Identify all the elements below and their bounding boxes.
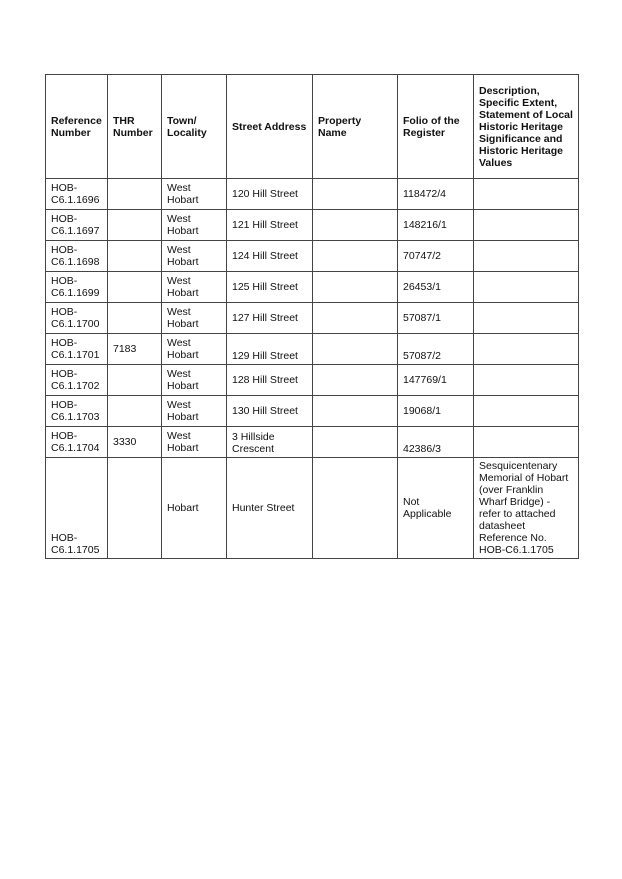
- cell-text: Hobart: [167, 502, 199, 514]
- heritage-register-table: [45, 74, 579, 559]
- cell-text: HOB- C6.1.1701: [51, 337, 100, 361]
- cell-reference: [46, 427, 108, 458]
- cell-text: HOB- C6.1.1699: [51, 275, 100, 299]
- table-row: [46, 365, 579, 396]
- cell-property-name: [313, 210, 398, 241]
- cell-text: HOB- C6.1.1702: [51, 368, 100, 392]
- cell-description: [474, 241, 579, 272]
- cell-town: [162, 241, 227, 272]
- cell-property-name: [313, 334, 398, 365]
- cell-property-name: [313, 365, 398, 396]
- cell-town: [162, 210, 227, 241]
- cell-folio: 147769/1: [398, 365, 474, 396]
- cell-address: 124 Hill Street: [227, 241, 313, 272]
- cell-folio: 19068/1: [398, 396, 474, 427]
- cell-address: 121 Hill Street: [227, 210, 313, 241]
- table-row: [46, 427, 579, 458]
- cell-thr: 7183: [108, 334, 162, 365]
- cell-text: West Hobart: [167, 306, 199, 330]
- cell-property-name: [313, 458, 398, 559]
- table-row: [46, 179, 579, 210]
- cell-description: Sesquicentenary Memorial of Hobart (over Franklin Wharf Bridge) - refer to attached datasheet Reference No. HOB-C6.1.1705: [474, 458, 579, 559]
- cell-town: [162, 427, 227, 458]
- cell-folio: 26453/1: [398, 272, 474, 303]
- cell-thr: [108, 241, 162, 272]
- cell-description: [474, 179, 579, 210]
- cell-address: Hunter Street: [227, 458, 313, 559]
- cell-thr: [108, 396, 162, 427]
- header-street-address: Street Address: [227, 75, 313, 179]
- cell-text: HOB- C6.1.1703: [51, 399, 100, 423]
- cell-text: 3 Hillside Crescent: [232, 431, 275, 455]
- cell-address: 120 Hill Street: [227, 179, 313, 210]
- header-town-locality: Town/ Locality: [162, 75, 227, 179]
- cell-property-name: [313, 303, 398, 334]
- cell-reference: [46, 241, 108, 272]
- cell-property-name: [313, 241, 398, 272]
- cell-text: West Hobart: [167, 244, 199, 268]
- cell-thr: [108, 272, 162, 303]
- cell-property-name: [313, 427, 398, 458]
- cell-address: 127 Hill Street: [227, 303, 313, 334]
- cell-address: 128 Hill Street: [227, 365, 313, 396]
- cell-address: 130 Hill Street: [227, 396, 313, 427]
- cell-description: [474, 272, 579, 303]
- cell-reference: [46, 365, 108, 396]
- cell-folio: 57087/2: [398, 334, 474, 365]
- cell-reference: [46, 179, 108, 210]
- cell-description: [474, 365, 579, 396]
- cell-text: HOB- C6.1.1697: [51, 213, 100, 237]
- cell-thr: [108, 365, 162, 396]
- cell-text: West Hobart: [167, 275, 199, 299]
- cell-description: [474, 210, 579, 241]
- cell-town: [162, 272, 227, 303]
- cell-text: West Hobart: [167, 213, 199, 237]
- cell-folio: 42386/3: [398, 427, 474, 458]
- cell-description: [474, 334, 579, 365]
- cell-reference: [46, 272, 108, 303]
- cell-town: [162, 458, 227, 559]
- cell-reference: [46, 303, 108, 334]
- cell-thr: [108, 458, 162, 559]
- cell-address: 129 Hill Street: [227, 334, 313, 365]
- cell-reference: [46, 334, 108, 365]
- cell-thr: [108, 303, 162, 334]
- cell-property-name: [313, 272, 398, 303]
- cell-text: HOB- C6.1.1696: [51, 182, 100, 206]
- cell-description: [474, 427, 579, 458]
- cell-text: West Hobart: [167, 399, 199, 423]
- table-row: [46, 396, 579, 427]
- cell-reference: [46, 458, 108, 559]
- cell-property-name: [313, 396, 398, 427]
- cell-address: [227, 427, 313, 458]
- header-folio: Folio of the Register: [398, 75, 474, 179]
- cell-text: West Hobart: [167, 337, 199, 361]
- cell-town: [162, 303, 227, 334]
- cell-text: HOB- C6.1.1700: [51, 306, 100, 330]
- cell-address: 125 Hill Street: [227, 272, 313, 303]
- table-row: [46, 241, 579, 272]
- cell-folio: 148216/1: [398, 210, 474, 241]
- table-row: [46, 210, 579, 241]
- cell-text: HOB- C6.1.1704: [51, 430, 100, 454]
- table-header-row: [46, 75, 579, 179]
- cell-description: [474, 396, 579, 427]
- table-row: [46, 303, 579, 334]
- cell-text: Not Applicable: [403, 496, 452, 520]
- cell-property-name: [313, 179, 398, 210]
- cell-town: [162, 334, 227, 365]
- table-row: [46, 334, 579, 365]
- cell-thr: 3330: [108, 427, 162, 458]
- cell-folio: [398, 458, 474, 559]
- table-row: [46, 458, 579, 559]
- cell-text: West Hobart: [167, 430, 199, 454]
- cell-description: [474, 303, 579, 334]
- header-reference-number: Reference Number: [46, 75, 108, 179]
- cell-reference: [46, 396, 108, 427]
- cell-text: West Hobart: [167, 182, 199, 206]
- cell-thr: [108, 210, 162, 241]
- cell-text: HOB- C6.1.1698: [51, 244, 100, 268]
- cell-text: HOB- C6.1.1705: [51, 532, 100, 556]
- header-thr-number: THR Number: [108, 75, 162, 179]
- cell-folio: 118472/4: [398, 179, 474, 210]
- cell-reference: [46, 210, 108, 241]
- header-property-name: Property Name: [313, 75, 398, 179]
- cell-town: [162, 396, 227, 427]
- table-row: [46, 272, 579, 303]
- header-description: Description, Specific Extent, Statement of Local Historic Heritage Significance and Historic Heritage Values: [474, 75, 579, 179]
- cell-thr: [108, 179, 162, 210]
- cell-folio: 57087/1: [398, 303, 474, 334]
- cell-text: West Hobart: [167, 368, 199, 392]
- cell-town: [162, 365, 227, 396]
- cell-town: [162, 179, 227, 210]
- cell-folio: 70747/2: [398, 241, 474, 272]
